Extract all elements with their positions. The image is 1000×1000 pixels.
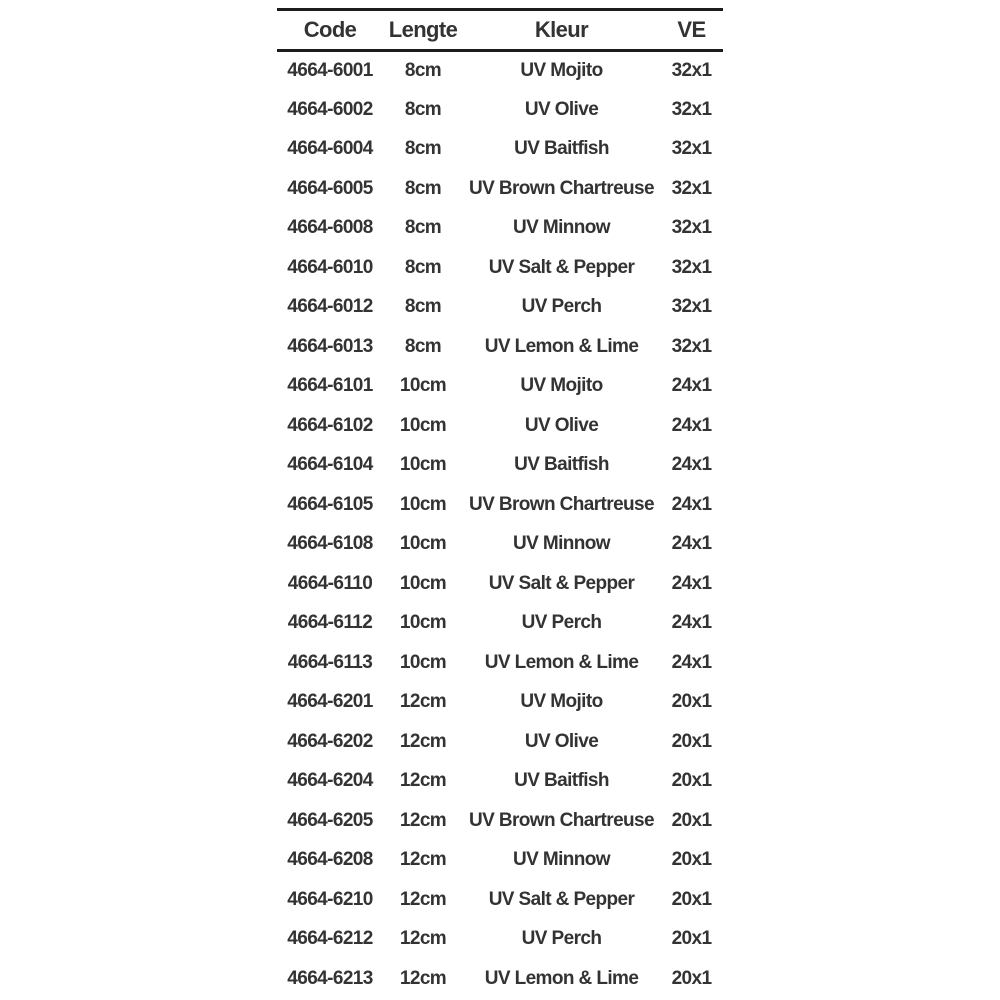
cell-ve: 20x1 — [671, 967, 712, 989]
cell-lengte: 8cm — [404, 296, 442, 318]
table-row — [277, 485, 723, 525]
cell-code: 4664-6202 — [287, 730, 373, 752]
table-row — [277, 564, 723, 604]
cell-code: 4664-6204 — [287, 770, 373, 792]
cell-ve: 24x1 — [671, 454, 712, 476]
table-row — [277, 169, 723, 209]
cell-ve: 24x1 — [671, 414, 712, 436]
cell-code: 4664-6102 — [287, 414, 373, 436]
cell-code: 4664-6112 — [287, 612, 373, 634]
table-row — [277, 209, 723, 249]
table-row — [277, 762, 723, 802]
cell-ve: 20x1 — [671, 770, 712, 792]
cell-code: 4664-6101 — [287, 375, 373, 397]
cell-lengte: 12cm — [399, 967, 447, 989]
cell-code: 4664-6001 — [287, 60, 373, 81]
table-row — [277, 920, 723, 960]
cell-kleur: UV Mojito — [520, 691, 603, 713]
cell-kleur: UV Lemon & Lime — [484, 967, 639, 989]
cell-ve: 32x1 — [671, 60, 712, 81]
cell-kleur: UV Brown Chartreuse — [469, 809, 654, 831]
cell-lengte: 8cm — [404, 138, 442, 160]
cell-code: 4664-6208 — [287, 849, 373, 871]
cell-code: 4664-6005 — [287, 177, 373, 199]
cell-code: 4664-6108 — [287, 533, 373, 555]
cell-kleur: UV Mojito — [520, 60, 603, 81]
cell-lengte: 8cm — [404, 98, 442, 120]
table-row — [277, 683, 723, 723]
cell-lengte: 12cm — [399, 928, 447, 950]
cell-lengte: 10cm — [399, 572, 447, 594]
cell-lengte: 12cm — [399, 809, 447, 831]
cell-kleur: UV Perch — [521, 612, 602, 634]
cell-kleur: UV Minnow — [513, 217, 610, 239]
table-row — [277, 880, 723, 920]
column-header-kleur: Kleur — [463, 10, 660, 51]
cell-kleur: UV Brown Chartreuse — [469, 177, 654, 199]
cell-lengte: 12cm — [399, 770, 447, 792]
cell-lengte: 10cm — [399, 414, 447, 436]
table-row — [277, 288, 723, 328]
cell-kleur: UV Baitfish — [514, 138, 609, 160]
cell-code: 4664-6008 — [287, 217, 373, 239]
cell-lengte: 10cm — [399, 612, 447, 634]
cell-kleur: UV Minnow — [513, 533, 610, 555]
header-row — [277, 10, 723, 51]
cell-kleur: UV Lemon & Lime — [484, 651, 639, 673]
table-row — [277, 643, 723, 683]
cell-kleur: UV Brown Chartreuse — [469, 493, 654, 515]
cell-ve: 20x1 — [671, 888, 712, 910]
cell-kleur: UV Salt & Pepper — [488, 256, 635, 278]
table-row — [277, 367, 723, 407]
table-body — [277, 51, 723, 999]
table-row — [277, 406, 723, 446]
cell-code: 4664-6205 — [287, 809, 373, 831]
cell-lengte: 8cm — [404, 256, 442, 278]
table-row — [277, 525, 723, 565]
table-row — [277, 722, 723, 762]
cell-lengte: 10cm — [399, 375, 447, 397]
cell-kleur: UV Lemon & Lime — [484, 335, 639, 357]
cell-ve: 32x1 — [671, 217, 712, 239]
cell-kleur: UV Baitfish — [514, 770, 609, 792]
cell-code: 4664-6104 — [287, 454, 373, 476]
cell-code: 4664-6213 — [287, 967, 373, 989]
column-header-ve: VE — [660, 10, 723, 51]
cell-code: 4664-6010 — [287, 256, 373, 278]
column-header-lengte: Lengte — [383, 10, 463, 51]
cell-lengte: 12cm — [399, 691, 447, 713]
cell-ve: 20x1 — [671, 849, 712, 871]
cell-lengte: 8cm — [404, 177, 442, 199]
cell-lengte: 8cm — [404, 217, 442, 239]
cell-lengte: 12cm — [399, 849, 447, 871]
cell-code: 4664-6201 — [287, 691, 373, 713]
cell-kleur: UV Olive — [524, 414, 599, 436]
table-row — [277, 51, 723, 91]
cell-ve: 32x1 — [671, 98, 712, 120]
table-row — [277, 90, 723, 130]
cell-kleur: UV Perch — [521, 296, 602, 318]
cell-lengte: 12cm — [399, 730, 447, 752]
table-row — [277, 248, 723, 288]
cell-lengte: 10cm — [399, 533, 447, 555]
cell-ve: 24x1 — [671, 493, 712, 515]
table-row — [277, 130, 723, 170]
cell-kleur: UV Salt & Pepper — [488, 888, 635, 910]
cell-ve: 32x1 — [671, 296, 712, 318]
column-header-code: Code — [277, 10, 383, 51]
table-row — [277, 327, 723, 367]
cell-kleur: UV Olive — [524, 730, 599, 752]
cell-lengte: 10cm — [399, 454, 447, 476]
cell-lengte: 10cm — [399, 651, 447, 673]
cell-lengte: 8cm — [404, 335, 442, 357]
cell-ve: 32x1 — [671, 335, 712, 357]
cell-ve: 24x1 — [671, 651, 712, 673]
cell-code: 4664-6012 — [287, 296, 373, 318]
cell-ve: 24x1 — [671, 572, 712, 594]
cell-ve: 24x1 — [671, 533, 712, 555]
cell-code: 4664-6105 — [287, 493, 373, 515]
cell-code: 4664-6212 — [287, 928, 373, 950]
cell-ve: 24x1 — [671, 375, 712, 397]
cell-ve: 20x1 — [671, 809, 712, 831]
cell-lengte: 12cm — [399, 888, 447, 910]
cell-code: 4664-6110 — [287, 572, 373, 594]
cell-ve: 32x1 — [671, 177, 712, 199]
cell-code: 4664-6002 — [287, 98, 373, 120]
cell-kleur: UV Perch — [521, 928, 602, 950]
cell-lengte: 10cm — [399, 493, 447, 515]
cell-code: 4664-6210 — [287, 888, 373, 910]
table-row — [277, 801, 723, 841]
cell-kleur: UV Salt & Pepper — [488, 572, 635, 594]
cell-ve: 20x1 — [671, 730, 712, 752]
product-table — [277, 8, 723, 999]
cell-code: 4664-6113 — [287, 651, 373, 673]
cell-kleur: UV Minnow — [513, 849, 610, 871]
cell-ve: 20x1 — [671, 691, 712, 713]
cell-ve: 20x1 — [671, 928, 712, 950]
table-row — [277, 841, 723, 881]
cell-kleur: UV Mojito — [520, 375, 603, 397]
cell-ve: 32x1 — [671, 256, 712, 278]
cell-code: 4664-6013 — [287, 335, 373, 357]
cell-lengte: 8cm — [404, 60, 442, 81]
cell-ve: 24x1 — [671, 612, 712, 634]
table-row — [277, 446, 723, 486]
cell-kleur: UV Baitfish — [514, 454, 609, 476]
cell-ve: 32x1 — [671, 138, 712, 160]
cell-code: 4664-6004 — [287, 138, 373, 160]
table-row — [277, 959, 723, 999]
table-row — [277, 604, 723, 644]
cell-kleur: UV Olive — [524, 98, 599, 120]
